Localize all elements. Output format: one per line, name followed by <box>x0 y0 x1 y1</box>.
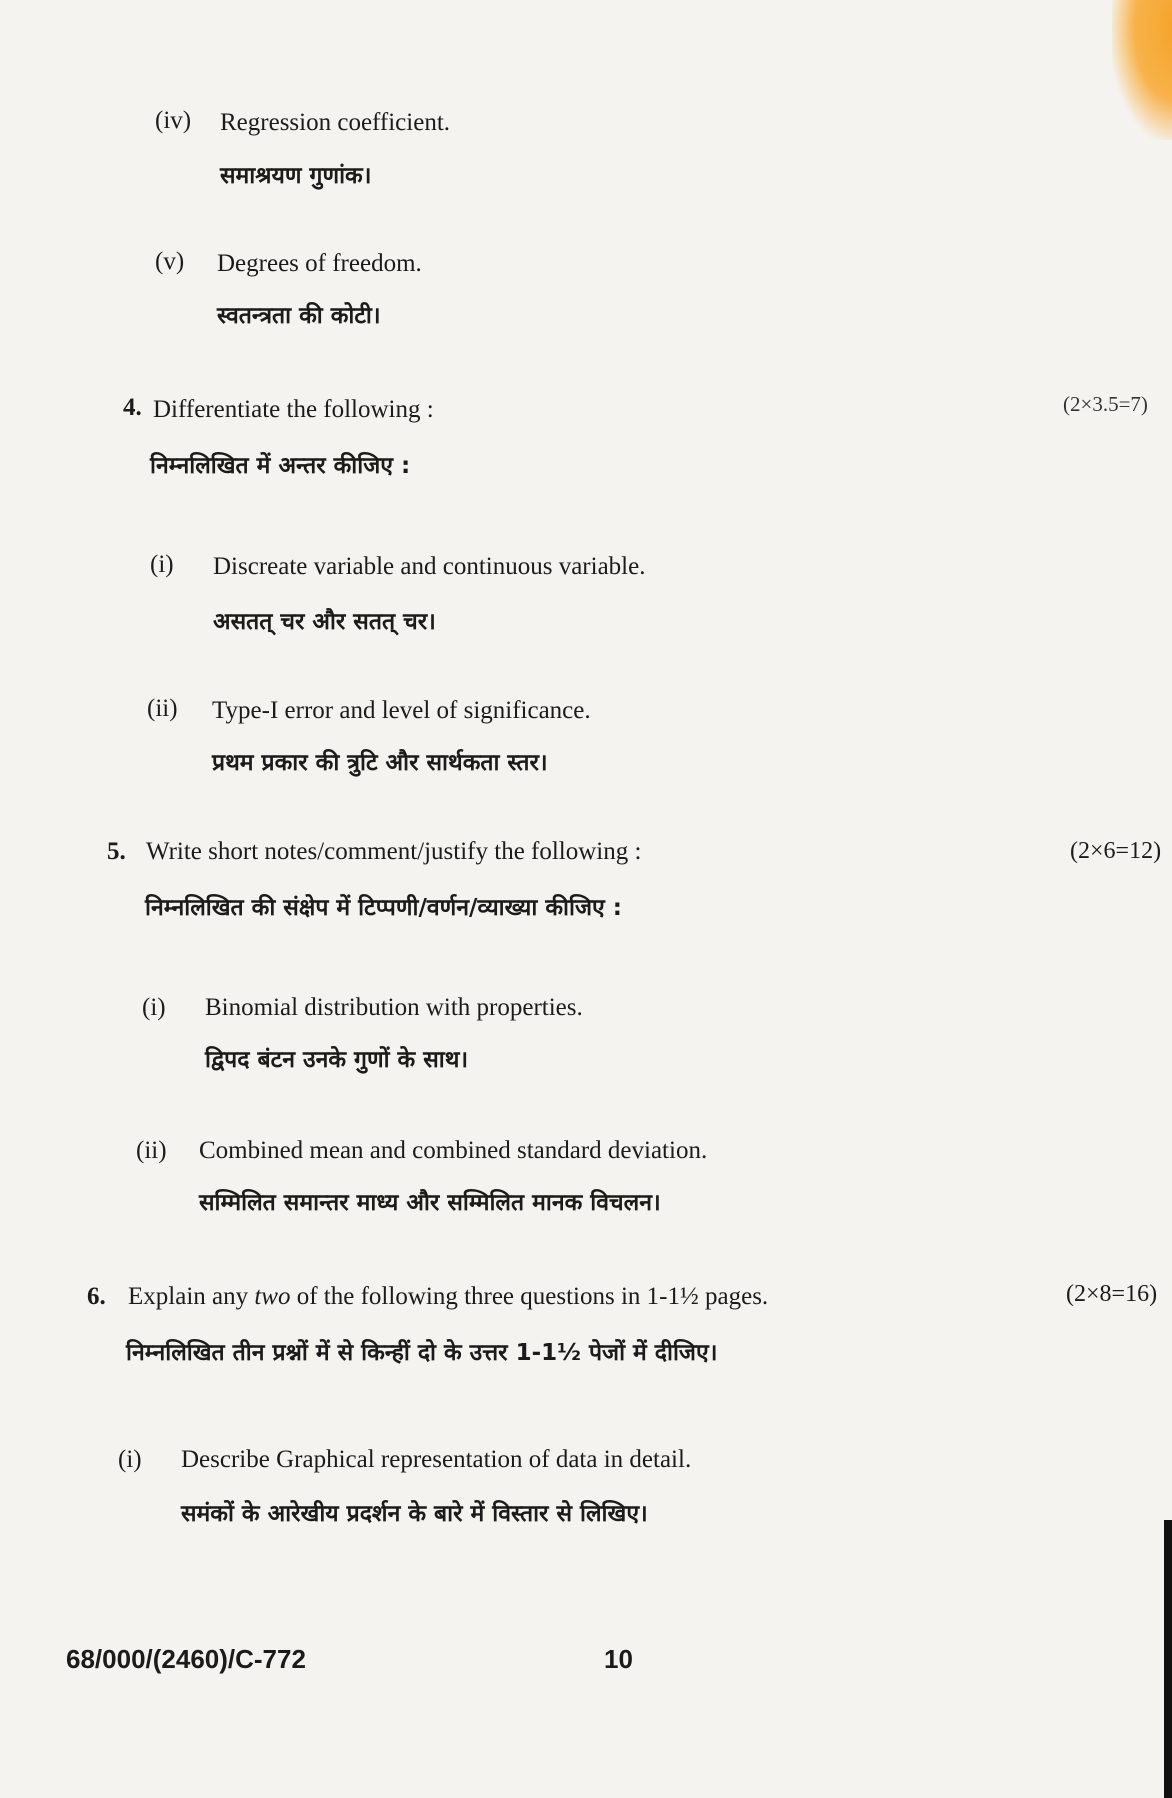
question-6-marks: (2×8=16) <box>1066 1281 1158 1307</box>
item-iv-label: (iv) <box>155 107 192 134</box>
item-v-english: Degrees of freedom. <box>217 250 422 277</box>
question-5-part-i-english: Binomial distribution with properties. <box>205 994 583 1021</box>
question-4-part-i-label: (i) <box>150 551 174 578</box>
binding-edge <box>1164 1520 1172 1798</box>
question-6-part-i-hindi: समंकों के आरेखीय प्रदर्शन के बारे में विस्तार से लिखिए। <box>181 1501 648 1527</box>
question-4-part-ii-hindi: प्रथम प्रकार की त्रुटि और सार्थकता स्तर। <box>212 750 548 776</box>
question-4-number: 4. <box>123 394 142 421</box>
question-5-hindi: निम्नलिखित की संक्षेप में टिप्पणी/वर्णन/व्याख्या कीजिए : <box>145 895 622 921</box>
question-6-english: Explain any two of the following three questions in 1-1½ pages. <box>128 1283 769 1310</box>
question-6-part-i-english: Describe Graphical representation of data in detail. <box>181 1446 692 1473</box>
item-iv-english: Regression coefficient. <box>220 109 451 136</box>
page-edge-accent <box>1112 0 1172 140</box>
question-6-number: 6. <box>87 1283 106 1310</box>
question-4-part-ii-label: (ii) <box>147 695 178 722</box>
question-6-emphasis: two <box>254 1283 291 1310</box>
question-4-marks: (2×3.5=7) <box>1063 392 1148 416</box>
question-5-marks: (2×6=12) <box>1070 838 1162 864</box>
question-5-part-ii-english: Combined mean and combined standard deviation. <box>199 1137 708 1164</box>
item-v-label: (v) <box>155 248 185 275</box>
paper-code: 68/000/(2460)/C-772 <box>66 1644 306 1674</box>
item-iv-hindi: समाश्रयण गुणांक। <box>220 163 372 189</box>
question-6-hindi: निम्नलिखित तीन प्रश्नों में से किन्हीं दो के उत्तर 1-1½ पेजों में दीजिए। <box>126 1340 718 1366</box>
question-5-part-ii-label: (ii) <box>136 1137 167 1164</box>
question-4-part-i-hindi: असतत् चर और सतत् चर। <box>213 609 436 635</box>
question-4-english: Differentiate the following : <box>153 396 434 423</box>
question-5-number: 5. <box>107 838 126 865</box>
question-5-part-ii-hindi: सम्मिलित समान्तर माध्य और सम्मिलित मानक विचलन। <box>199 1190 661 1216</box>
question-4-part-i-english: Discreate variable and continuous variable. <box>213 553 646 580</box>
question-4-part-ii-english: Type-I error and level of significance. <box>212 697 591 724</box>
question-5-english: Write short notes/comment/justify the following : <box>146 838 642 865</box>
item-v-hindi: स्वतन्त्रता की कोटी। <box>217 303 381 329</box>
page-number: 10 <box>604 1644 633 1674</box>
question-5-part-i-hindi: द्विपद बंटन उनके गुणों के साथ। <box>205 1047 469 1073</box>
question-5-part-i-label: (i) <box>142 994 166 1021</box>
question-6-part-i-label: (i) <box>118 1446 142 1473</box>
question-4-hindi: निम्नलिखित में अन्तर कीजिए : <box>150 453 411 479</box>
